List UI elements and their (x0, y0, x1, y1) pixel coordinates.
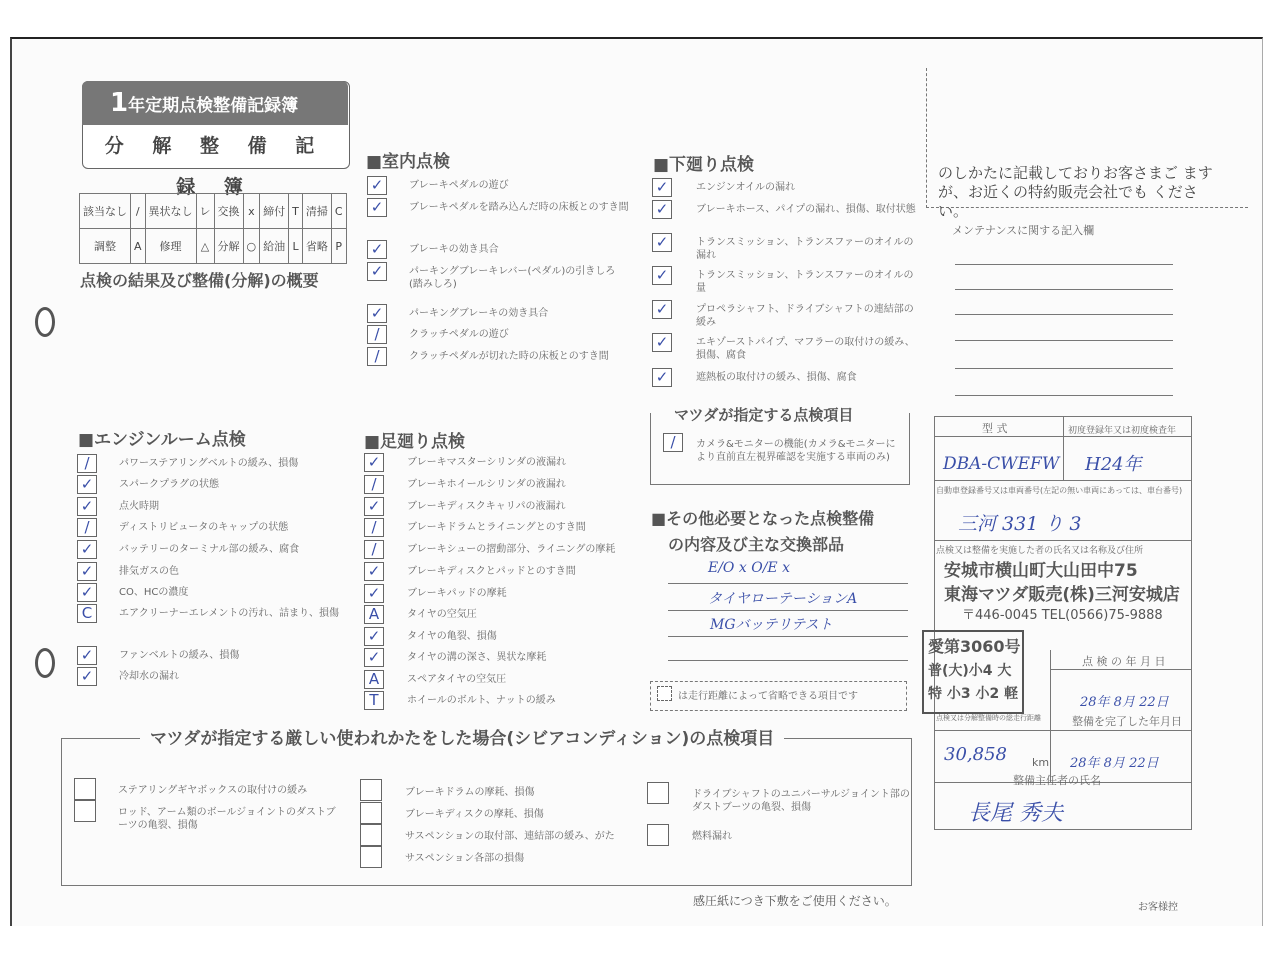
engine-mark: / (84, 454, 90, 472)
vt-vline-2 (1050, 650, 1051, 782)
model-label: 型 式 (982, 422, 1008, 435)
binder-hole-lower (35, 648, 55, 678)
mazda-heading: マツダが指定する点検項目 (670, 404, 857, 425)
chassis-heading: ■足廻り点検 (364, 432, 466, 452)
severe-checkbox[interactable] (360, 802, 382, 824)
legend-row2-cell: △ (196, 229, 214, 264)
chassis-item-label: ブレーキディスクキャリパの液漏れ (407, 501, 566, 512)
legend-row2-cell: L (289, 229, 303, 264)
severe-item-label: 燃料漏れ (692, 831, 732, 842)
interior-mark: ✓ (370, 240, 384, 258)
folded-note-text: のしかたに記載しておりお客さまご ますが、お近くの特約販売会社でも ください。 (938, 164, 1213, 220)
severe-item-label: ブレーキドラムの摩耗、損傷 (405, 787, 535, 798)
legend-row2-cell: ○ (243, 229, 260, 264)
maint-line-4 (955, 340, 1173, 341)
chassis-item-label: ブレーキディスクとパッドとのすき間 (407, 566, 576, 577)
legend-row1-cell: 締付 (260, 194, 289, 229)
engine-mark: C (81, 604, 93, 622)
under-mark: ✓ (655, 368, 669, 386)
engine-item-label: 冷却水の漏れ (119, 671, 179, 682)
chassis-item-label: スペアタイヤの空気圧 (407, 674, 507, 685)
mazda-item-label: カメラ&モニターの機能(カメラ&モニターにより直前直左視界確認を実施する車両のみ) (696, 439, 896, 463)
interior-mark: ✓ (370, 176, 384, 194)
chassis-mark: / (371, 518, 377, 536)
interior-item-label: パーキングブレーキレバー(ペダル)の引きしろ(踏みしろ) (409, 266, 616, 290)
engine-mark: ✓ (80, 475, 94, 493)
cert-number: 愛第3060号 (928, 637, 1021, 656)
under-mark: ✓ (655, 300, 669, 318)
chassis-mark: / (371, 540, 377, 558)
chassis-mark: ✓ (367, 497, 381, 515)
maint-line-1 (955, 264, 1173, 265)
mazda-mark: / (670, 433, 676, 451)
reg-number-label: 自動車登録番号又は車両番号(左記の無い車両にあっては、車台番号) (936, 486, 1183, 495)
under-mark: ✓ (655, 233, 669, 251)
interior-mark: ✓ (370, 198, 384, 216)
legend-row1-cell: C (331, 194, 346, 229)
page-title: 1年定期点検整備記録簿 (82, 81, 348, 125)
legend-row1-cell: T (289, 194, 303, 229)
under-item-label: トランスミッション、トランスファーのオイルの漏れ (696, 237, 914, 261)
interior-item-label: クラッチペダルが切れた時の床板とのすき間 (409, 351, 609, 362)
binder-hole-upper (35, 307, 55, 337)
legend-row1-cell: 該当なし (80, 194, 131, 229)
severe-item-label: ステアリングギヤボックスの取付けの緩み (118, 785, 308, 796)
chassis-item-label: タイヤの亀裂、損傷 (407, 631, 497, 642)
under-item-label: トランスミッション、トランスファーのオイルの量 (696, 270, 914, 294)
chassis-item-label: タイヤの溝の深さ、異状な摩耗 (407, 652, 547, 663)
chassis-item-label: ブレーキシューの摺動部分、ライニングの摩耗 (407, 544, 616, 555)
severe-checkbox[interactable] (360, 824, 382, 846)
cert-classes: 普(大)小4 大特 小3 小2 軽 (928, 663, 1019, 702)
odometer-value: 30,858 (944, 744, 1007, 765)
other-line-4 (668, 660, 908, 661)
legend-row2-cell: 調整 (80, 229, 131, 264)
maintenance-label: メンテナンスに関する記入欄 (952, 224, 1095, 237)
chassis-mark: T (369, 691, 379, 709)
vt-line-3 (934, 540, 1192, 541)
chassis-mark: ✓ (367, 562, 381, 580)
complete-date: 28年 8月 22日 (1070, 756, 1159, 771)
other-line-2 (668, 610, 908, 611)
inspect-date-label: 点 検 の 年 月 日 (1082, 655, 1166, 668)
engine-mark: ✓ (80, 667, 94, 685)
chassis-item-label: ホイールのボルト、ナットの緩み (407, 695, 556, 706)
legend-row1-cell: / (131, 194, 146, 229)
engine-item-label: 点火時期 (119, 501, 159, 512)
carbon-note: 感圧紙につき下敷をご使用ください。 (693, 894, 897, 908)
chassis-item-label: ブレーキホイールシリンダの液漏れ (407, 479, 566, 490)
chassis-mark: A (368, 670, 380, 688)
legend-row1-cell: 交換 (214, 194, 243, 229)
complete-date-label: 整備を完了した年月日 (1072, 715, 1182, 728)
chassis-mark: A (368, 605, 380, 623)
reg-number-value: 三河 331 り 3 (958, 513, 1082, 535)
severe-checkbox[interactable] (647, 782, 669, 804)
interior-item-label: ブレーキの効き具合 (409, 244, 499, 255)
engine-item-label: エアクリーナーエレメントの汚れ、詰まり、損傷 (119, 608, 339, 619)
chassis-mark: ✓ (367, 584, 381, 602)
legend-row1-cell: レ (196, 194, 214, 229)
chassis-item-label: ブレーキマスターシリンダの液漏れ (407, 457, 566, 468)
severe-item-label: ドライブシャフトのユニバーサルジョイント部のダストブーツの亀裂、損傷 (692, 789, 910, 813)
chief-name: 長尾 秀夫 (968, 801, 1063, 826)
interior-heading: ■室内点検 (366, 152, 451, 172)
severe-item-label: サスペンションの取付部、連結部の緩み、がた (405, 831, 615, 842)
other-note-1: E/O x O/E x (708, 560, 790, 576)
engine-heading: ■エンジンルーム点検 (78, 430, 246, 450)
legend-row2-cell: 給油 (260, 229, 289, 264)
first-reg-label: 初度登録年又は初度検査年 (1068, 426, 1177, 436)
chassis-mark: ✓ (367, 648, 381, 666)
engine-mark: ✓ (80, 646, 94, 664)
legend-row2-cell: A (131, 229, 146, 264)
under-mark: ✓ (655, 266, 669, 284)
odometer-unit: km (1032, 756, 1050, 769)
legend-row2-cell: 省略 (302, 229, 331, 264)
engine-mark: ✓ (80, 562, 94, 580)
maint-line-6 (955, 395, 1173, 396)
other-line-3 (668, 636, 908, 637)
engine-item-label: スパークプラグの状態 (119, 479, 219, 490)
other-line-1 (668, 583, 908, 584)
under-item-label: ブレーキホース、パイプの漏れ、損傷、取付状態 (696, 204, 916, 215)
engine-item-label: パワーステアリングベルトの緩み、損傷 (119, 458, 299, 469)
interior-item-label: ブレーキペダルの遊び (409, 180, 509, 191)
severe-checkbox[interactable] (647, 824, 669, 846)
vt-line-2 (934, 480, 1192, 481)
engine-item-label: ファンベルトの緩み、損傷 (119, 650, 240, 661)
engine-item-label: 排気ガスの色 (119, 566, 179, 577)
other-heading-2: の内容及び主な交換部品 (668, 535, 845, 554)
severe-checkbox[interactable] (74, 778, 96, 800)
page-subtitle: 分 解 整 備 記 録 簿 (104, 135, 326, 198)
engine-mark: ✓ (80, 540, 94, 558)
omit-note-checkbox (657, 686, 672, 701)
symbol-legend-table (79, 193, 347, 264)
engine-mark: ✓ (80, 583, 94, 601)
under-heading: ■下廻り点検 (653, 155, 755, 175)
interior-mark: ✓ (370, 262, 384, 280)
other-note-2: タイヤローテーションA (708, 591, 858, 607)
model-value: DBA-CWEFW (943, 454, 1060, 474)
company-stamp: 東海マツダ販売(株)三河安城店 (944, 585, 1180, 605)
engine-mark: ✓ (80, 497, 94, 515)
severe-item-label: ロッド、アーム類のボールジョイントのダストブーツの亀裂、損傷 (118, 807, 336, 831)
chief-label: 整備主任者の氏名 (1013, 774, 1101, 787)
chassis-mark: ✓ (367, 627, 381, 645)
inspect-date: 28年 8月 22日 (1080, 695, 1169, 710)
under-mark: ✓ (655, 333, 669, 351)
legend-row1-cell: 異状なし (145, 194, 196, 229)
severe-item-label: ブレーキディスクの摩耗、損傷 (405, 809, 544, 820)
engine-item-label: ディストリビュータのキャップの状態 (119, 522, 289, 533)
inspector-label: 点検又は整備を実施した者の氏名又は名称及び住所 (936, 546, 1144, 556)
vt-line-5 (934, 730, 1192, 731)
first-reg-value: H24年 (1085, 454, 1142, 475)
legend-row2-cell: P (331, 229, 346, 264)
under-item-label: 遮熱板の取付けの緩み、損傷、腐食 (696, 372, 857, 383)
address-stamp: 安城市横山町大山田中75 (944, 561, 1138, 581)
legend-row2-cell: 修理 (145, 229, 196, 264)
legend-row1-cell: 清掃 (302, 194, 331, 229)
chassis-item-label: タイヤの空気圧 (407, 609, 477, 620)
under-mark: ✓ (655, 200, 669, 218)
under-item-label: エキゾーストパイプ、マフラーの取付けの緩み、損傷、腐食 (696, 337, 915, 361)
severe-checkbox[interactable] (360, 846, 382, 868)
other-note-3: MGバッテリテスト (710, 617, 833, 633)
summary-heading: 点検の結果及び整備(分解)の概要 (80, 271, 319, 290)
interior-mark: / (374, 325, 380, 343)
interior-item-label: パーキングブレーキの効き具合 (409, 308, 549, 319)
interior-mark: ✓ (370, 304, 384, 322)
other-heading: ■その他必要となった点検整備 (651, 509, 875, 528)
chassis-mark: ✓ (367, 453, 381, 471)
maint-line-3 (955, 314, 1173, 315)
under-mark: ✓ (655, 178, 669, 196)
odometer-label: 点検又は分解整備時の総走行距離 (936, 714, 1041, 722)
contact-stamp: 〒446-0045 TEL(0566)75-9888 (962, 608, 1163, 623)
maint-line-2 (955, 289, 1173, 290)
interior-item-label: クラッチペダルの遊び (409, 329, 509, 340)
severe-checkbox[interactable] (74, 800, 96, 822)
omit-note-text: は走行距離によって省略できる項目です (678, 691, 858, 702)
chassis-item-label: ブレーキパッドの摩耗 (407, 588, 507, 599)
interior-mark: / (374, 347, 380, 365)
under-item-label: プロペラシャフト、ドライブシャフトの連結部の緩み (696, 304, 914, 328)
chassis-mark: / (371, 475, 377, 493)
under-item-label: エンジンオイルの漏れ (696, 182, 795, 193)
chassis-item-label: ブレーキドラムとライニングとのすき間 (407, 522, 586, 533)
severe-checkbox[interactable] (360, 779, 382, 801)
legend-row1-cell: x (243, 194, 260, 229)
engine-mark: / (84, 518, 90, 536)
vt-line-4 (1050, 669, 1192, 670)
severe-heading: マツダが指定する厳しい使われかたをした場合(シビアコンディション)の点検項目 (140, 724, 784, 749)
engine-item-label: バッテリーのターミナル部の緩み、腐食 (119, 544, 300, 555)
interior-item-label: ブレーキペダルを踏み込んだ時の床板とのすき間 (409, 202, 629, 213)
legend-row2-cell: 分解 (214, 229, 243, 264)
customer-copy-label: お客様控 (1138, 902, 1178, 913)
vt-vline (1063, 416, 1064, 480)
engine-item-label: CO、HCの濃度 (119, 587, 189, 598)
maint-line-5 (955, 368, 1173, 369)
severe-item-label: サスペンション各部の損傷 (405, 853, 525, 864)
